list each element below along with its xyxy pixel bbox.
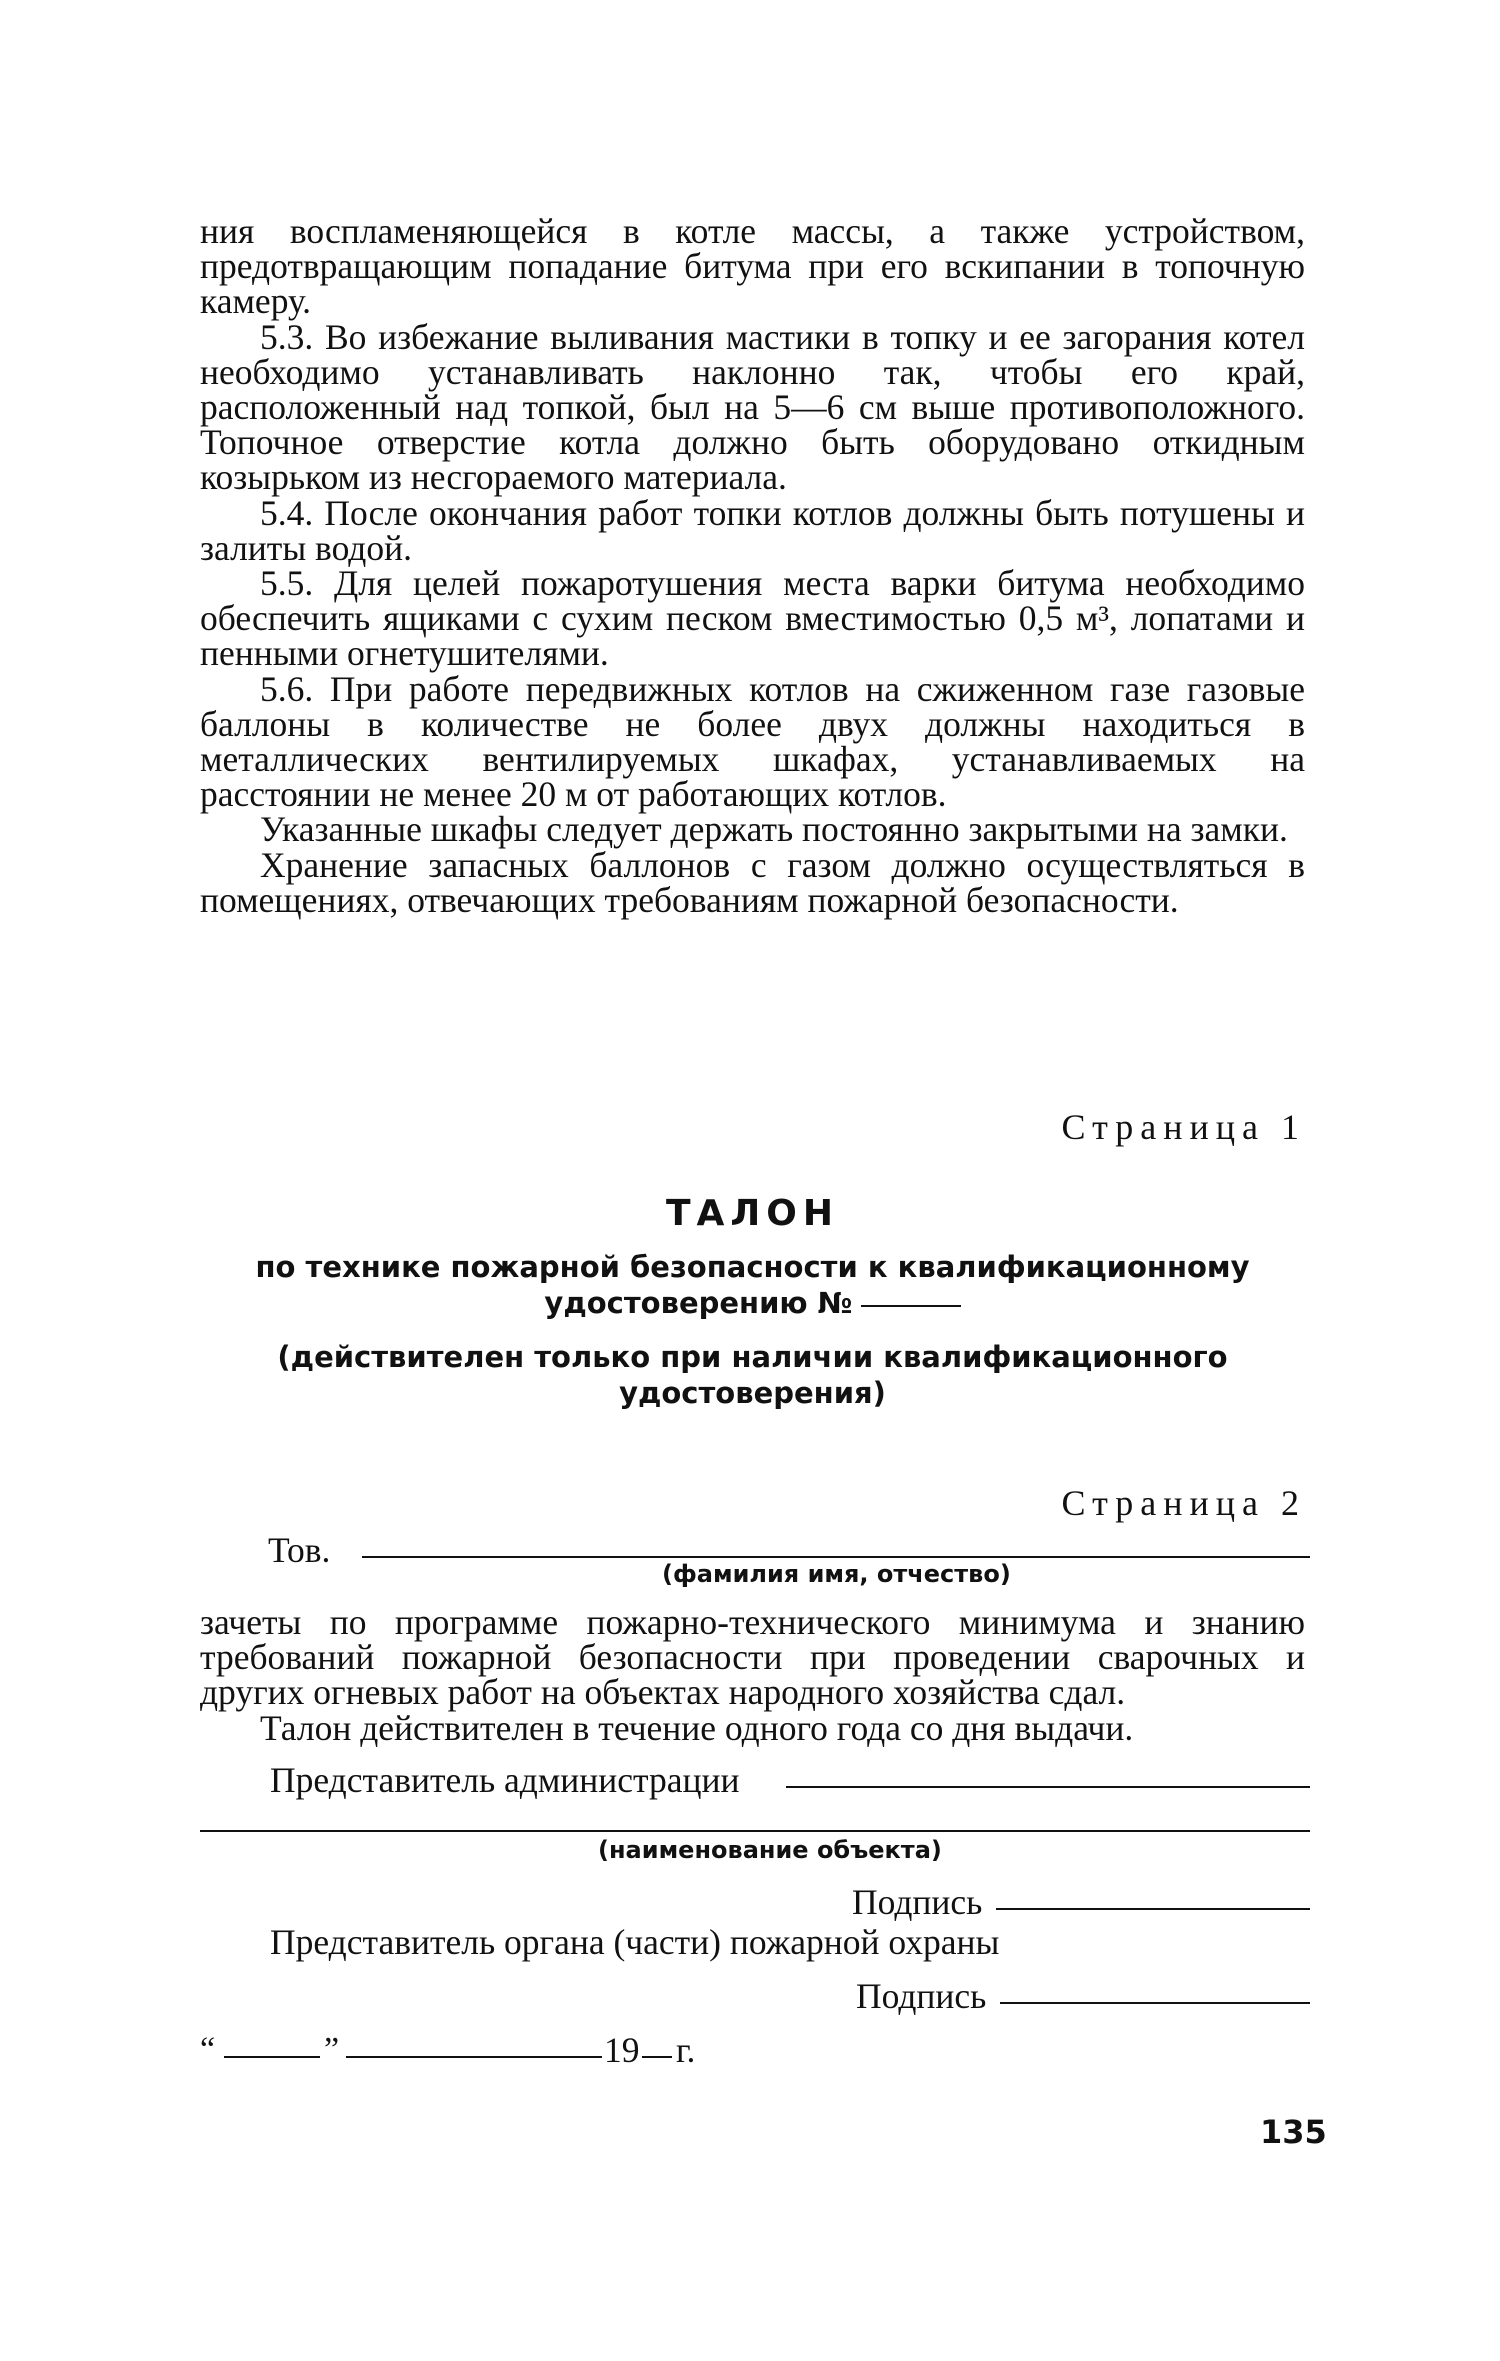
date-suffix: г. <box>676 2030 696 2070</box>
tov-label: Тов. <box>268 1530 331 1570</box>
talon-note-1: (действителен только при наличии квалификационного <box>277 1340 1228 1374</box>
certificate-number-line <box>861 1305 961 1307</box>
talon-subtitle-1: по технике пожарной безопасности к квалификационному <box>255 1250 1250 1284</box>
signature-1-label: Подпись <box>852 1882 983 1922</box>
zachety-block <box>200 1602 1305 1748</box>
fire-rep-label: Представитель органа (части) пожарной охраны <box>270 1922 1000 1962</box>
talon-subtitle-line-2 <box>200 1286 1305 1320</box>
page2-label: Страница 2 <box>1061 1483 1306 1523</box>
page-number: 135 <box>1260 2113 1327 2151</box>
fio-line <box>362 1556 1310 1558</box>
date-quote-close: ” <box>324 2031 340 2068</box>
body-text <box>200 211 1305 920</box>
talon-subtitle-2: удостоверению № <box>544 1286 853 1320</box>
date-day-line <box>224 2056 320 2058</box>
date-month-line <box>346 2056 602 2058</box>
signature-2-line <box>1000 2002 1310 2004</box>
date-year-line <box>642 2056 672 2058</box>
date-quote-open: “ <box>200 2031 216 2068</box>
paragraph-5-5: 5.5. Для целей пожаротушения места варки битума необходимо обеспечить ящиками с сухим песком вместимостью 0,5 м³, лопатами и пенными огнетушителями. <box>200 563 1305 674</box>
paragraph-khranenie: Хранение запасных баллонов с газом должно осуществляться в помещениях, отвечающих требованиям пожарной безопасности. <box>200 844 1305 920</box>
signature-2-label: Подпись <box>856 1976 987 2016</box>
page1-label: Страница 1 <box>1061 1107 1306 1147</box>
paragraph-shkafy: Указанные шкафы следует держать постоянно закрытыми на замки. <box>260 809 1288 850</box>
admin-rep-label: Представитель администрации <box>270 1760 740 1800</box>
paragraph-1: ния воспламеняющейся в котле массы, а также устройством, предотвращающим попадание битума при его вскипании в топочную камеру. <box>200 211 1305 322</box>
talon-note-2: удостоверения) <box>619 1376 886 1410</box>
talon-title: ТАЛОН <box>665 1193 840 1234</box>
object-line <box>200 1830 1310 1832</box>
paragraph-5-6: 5.6. При работе передвижных котлов на сжиженном газе газовые баллоны в количестве не более двух должны находиться в металлических вентилируемых шкафах, устанавливаемых на расстоянии не менее 20 м от работающих котлов. <box>200 668 1305 815</box>
paragraph-5-4: 5.4. После окончания работ топки котлов должны быть потушены и залиты водой. <box>200 492 1305 568</box>
date-year-prefix: 19 <box>604 2030 640 2070</box>
signature-1-line <box>996 1908 1310 1910</box>
zachety-text: зачеты по программе пожарно-технического минимума и знанию требований пожарной безопасности при проведении сварочных и других огневых работ на объектах народного хозяйства сдал. <box>200 1602 1305 1713</box>
paragraph-5-3: 5.3. Во избежание выливания мастики в топку и ее загорания котел необходимо устанавливать наклонно так, чтобы его край, расположенный над топкой, был на 5—6 см выше противоположного. Топочное отверстие котла должно быть оборудовано откидным козырьком из несгораемого материала. <box>200 316 1305 498</box>
talon-valid-text: Талон действителен в течение одного года со дня выдачи. <box>260 1707 1134 1748</box>
object-caption: (наименование объекта) <box>598 1836 942 1864</box>
admin-rep-line <box>786 1786 1310 1788</box>
fio-caption: (фамилия имя, отчество) <box>662 1560 1011 1588</box>
